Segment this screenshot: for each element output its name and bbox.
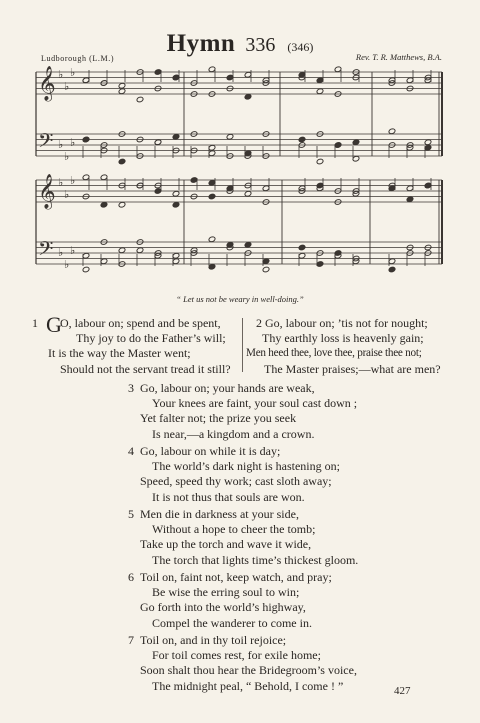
note-head [208,193,216,200]
note-head [100,201,108,208]
music-score [34,64,446,286]
note-head [262,266,270,273]
flat-sign: ♭ [64,150,70,163]
verse-2 [246,316,441,377]
verse-line: The world’s dark night is hastening on; [152,459,340,474]
note-head [118,158,126,165]
verse-number: 4 [128,444,134,458]
verse-7 [128,633,357,694]
composer-credit: Rev. T. R. Matthews, B.A. [355,52,442,62]
note-head [226,133,234,140]
verse-1 [32,312,231,377]
verse-line: Toil on, faint not, keep watch, and pray; [140,570,332,584]
note-head [352,139,360,146]
note-head [118,247,126,254]
note-head [82,136,90,143]
verse-number: 5 [128,507,134,521]
note-head [208,236,216,243]
note-head [388,266,396,273]
verse-number: 2 [256,316,262,330]
verse-line: Yet falter not; the prize you seek [140,411,297,426]
note-head [406,196,414,203]
note-head [172,133,180,140]
verse-3 [128,381,357,442]
verse-number: 1 [32,316,38,330]
drop-capital: G [46,312,62,337]
note-head [388,128,396,135]
note-head [298,244,306,251]
flat-sign: ♭ [70,244,76,257]
verse-line: Soon shalt thou hear the Bridegroom’s voice, [140,663,357,678]
note-head [118,88,126,95]
verse-line: Is near,—a kingdom and a crown. [152,426,315,441]
flat-sign: ♭ [64,258,70,271]
verse-number: 6 [128,570,134,584]
note-head [316,158,324,165]
note-head [118,201,126,208]
bass-clef: 𝄢 [38,129,54,157]
verse-line: It is not thus that souls are won. [152,489,305,504]
note-head [136,247,144,254]
verse-line: Toil on, and in thy toil rejoice; [140,633,287,647]
flat-sign: ♭ [70,174,76,187]
verse-line: Should not the servant tread it still? [60,361,231,376]
verse-line: Men die in darkness at your side, [140,507,299,521]
alt-hymn-number: (346) [287,40,314,54]
verse-line: Speed, speed thy work; cast sloth away; [140,474,332,489]
verse-line: Without a hope to cheer the tomb; [152,522,316,537]
verse-line: The torch that lights time’s thickest gloom. [152,552,359,567]
verse-line: Go, labour on while it is day; [140,444,281,458]
scripture-motto: “ Let us not be weary in well-doing.” [176,294,304,304]
verse-number: 7 [128,633,134,647]
note-head [424,139,432,146]
verse-line: O, labour on; spend and be spent, [60,316,221,330]
hymn-number: 336 [245,34,276,56]
verse-line: Compel the wanderer to come in. [152,615,312,630]
note-head [172,190,180,197]
note-head [244,241,252,248]
note-head [82,266,90,273]
note-head [244,190,252,197]
verse-line: Thy joy to do the Father’s will; [76,331,226,346]
hymn-word: Hymn [166,30,236,57]
flat-sign: ♭ [70,66,76,79]
treble-clef: 𝄞 [38,66,56,101]
verse-4 [128,444,340,505]
flat-sign: ♭ [58,68,64,81]
verse-5 [128,507,358,568]
treble-clef: 𝄞 [38,174,56,209]
flat-sign: ♭ [58,176,64,189]
flat-sign: ♭ [58,246,64,259]
note-head [244,93,252,100]
verse-number: 3 [128,381,134,395]
flat-sign: ♭ [64,80,70,93]
column-divider [242,318,243,372]
verse-line: Take up the torch and wave it wide, [140,537,312,552]
note-head [136,96,144,103]
verse-line: Thy earthly loss is heavenly gain; [262,331,424,346]
page-number: 427 [394,685,411,697]
verse-line: Go forth into the world’s highway, [140,600,306,615]
note-head [154,139,162,146]
flat-sign: ♭ [58,138,64,151]
verse-line: For toil comes rest, for exile home; [152,648,321,663]
verse-line: The Master praises;—what are men? [264,361,441,376]
verse-line: The midnight peal, “ Behold, I come ! ” [152,678,344,693]
verse-line: Be wise the erring soul to win; [152,585,300,600]
bass-clef: 𝄢 [38,237,54,265]
verse-line: Go, labour on; ’tis not for nought; [265,316,428,330]
tune-name: Ludborough (L.M.) [41,54,115,63]
verse-line: Go, labour on; your hands are weak, [140,381,315,395]
flat-sign: ♭ [70,136,76,149]
verse-line: Your knees are faint, your soul cast down ; [152,396,358,411]
note-head [118,82,126,89]
verse-line: It is the way the Master went; [48,346,191,361]
verse-6 [128,570,332,631]
note-head [172,201,180,208]
flat-sign: ♭ [64,188,70,201]
note-head [316,88,324,95]
verse-line: Men heed thee, love thee, praise thee not; [246,347,422,360]
note-head [298,136,306,143]
